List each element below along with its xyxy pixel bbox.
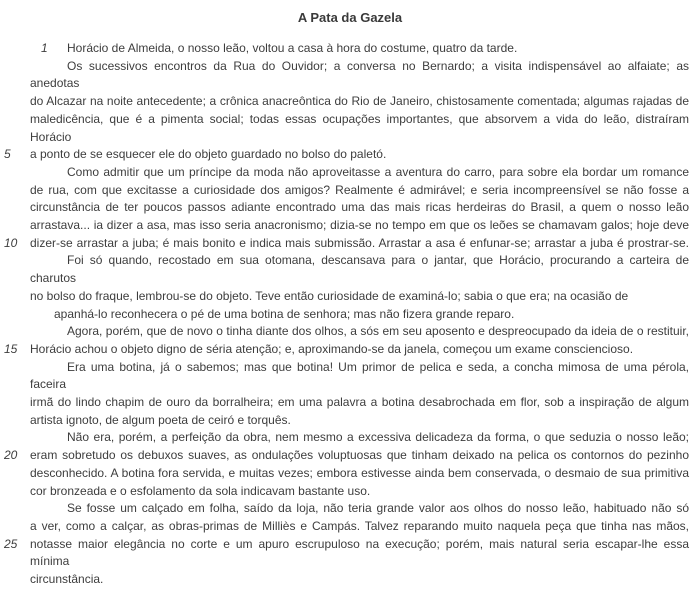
text-line [4, 447, 689, 465]
text-line [30, 164, 689, 182]
line-number: 1 [41, 41, 48, 55]
text-line [30, 571, 689, 589]
text-line [30, 500, 689, 518]
line-text: Se fosse um calçado em folha, saído da loja, não teria grande valor aos olhos do nosso leão, habituado não só [67, 501, 689, 516]
text-line [30, 306, 689, 324]
text-line [30, 40, 689, 58]
line-text: Era uma botina, já o sabemos; mas que botina! Um primor de pelica e seda, a concha mimosa de uma pérola, faceira [30, 359, 689, 392]
document-body [4, 40, 689, 589]
line-text: artista ignoto, de algum poeta de ceiró e torquês. [30, 412, 291, 427]
text-line [4, 536, 689, 571]
line-text: circunstância. [30, 572, 104, 587]
line-text: no bolso do fraque, lembrou-se do objeto. Teve então curiosidade de examiná-lo; sabia o que era; na ocasião de [30, 288, 629, 303]
line-number: 15 [4, 341, 18, 356]
line-number: 20 [4, 448, 18, 463]
line-text: maledicência, que é a pimenta social; todas essas ocupações importantes, que absorvem a vida do leão, distraíram Horácio [30, 111, 689, 144]
line-text: do Alcazar na noite antecedente; a crônica anacreôntica do Rio de Janeiro, chistosamente comentada; algumas rajadas de [30, 94, 689, 109]
line-text: a ver, como a calçar, as obras-primas de Milliès e Campás. Talvez reparando muito naquela peça que tinha nas mãos, [30, 518, 689, 533]
text-line [30, 58, 689, 93]
line-text: Os sucessivos encontros da Rua do Ouvidor; a conversa no Bernardo; a visita indispensável ao alfaiate; as anedotas [30, 58, 689, 91]
line-text: Agora, porém, que de novo o tinha diante dos olhos, a sós em seu aposento e despreocupado da ideia de o restituir, [67, 324, 689, 339]
text-line [30, 429, 689, 447]
line-text: eram sobretudo os debuxos suaves, as ondulações voluptuosas que tinham deixado na pelica os contornos do pezinho [30, 448, 689, 463]
text-line [30, 323, 689, 341]
text-line [30, 93, 689, 111]
text-line [4, 341, 689, 359]
text-line [30, 359, 689, 394]
line-text: irmã do lindo chapim de ouro da borralheira; em uma palavra a botina desabrochada em flor, sob a inspiração de algum [30, 395, 689, 410]
line-text: apanhá-lo reconhecera o pé de uma botina de senhora; mas não fizera grande reparo. [54, 306, 515, 321]
line-text: circunstância de ter poucos passos adiante encontrado uma das mais ricas herdeiras do Brasil, a quem o nosso leão [30, 200, 689, 215]
text-line [30, 111, 689, 146]
text-line [4, 146, 689, 164]
text-line [30, 483, 689, 501]
line-number: 25 [4, 536, 18, 551]
line-text: a ponto de se esquecer ele do objeto guardado no bolso do paletó. [30, 147, 387, 162]
line-number: 5 [4, 147, 11, 162]
text-line [4, 235, 689, 253]
line-text: notasse maior elegância no corte e um apuro escrupuloso na execução; porém, mais natural seria escapar-lhe essa mínima [30, 536, 689, 569]
line-text: de rua, com que excitasse a curiosidade dos amigos? Realmente é admirável; e seria incompreensível se não fosse a [30, 182, 689, 197]
line-text: arrastava... ia dizer a asa, mas isso seria anacronismo; dizia-se no tempo em que os leões se chamavam galos; hoje deve [30, 218, 689, 233]
line-number: 10 [4, 235, 18, 250]
text-line [30, 182, 689, 200]
line-text: Como admitir que um príncipe da moda não aproveitasse a aventura do carro, para sobre ela bordar um romance [67, 164, 689, 179]
line-text: dizer-se arrastar a juba; é mais bonito e indica mais submissão. Arrastar a asa é enfunar-se; arrastar a juba é prostrar-se. [30, 235, 689, 250]
text-line [30, 412, 689, 430]
text-line [30, 199, 689, 217]
text-line [30, 288, 689, 306]
text-line [30, 465, 689, 483]
text-line [30, 394, 689, 412]
line-text: desconhecido. A botina fora servida, e muitas vezes; embora estivesse ainda bem conservada, o desmaio de sua primitiva [30, 465, 689, 480]
text-line [30, 252, 689, 287]
text-line [30, 518, 689, 536]
line-text: cor bronzeada e o esfolamento da sola indicavam bastante uso. [30, 483, 371, 498]
text-line [30, 217, 689, 235]
line-text: Foi só quando, recostado em sua otomana, descansava para o jantar, que Horácio, procurando a carteira de charutos [30, 253, 689, 286]
line-text: Horácio achou o objeto digno de séria atenção; e, aproximando-se da janela, começou um exame consciencioso. [30, 341, 634, 356]
line-text: Não era, porém, a perfeição da obra, nem mesmo a excessiva delicadeza da forma, o que seduzia o nosso leão; [67, 430, 689, 445]
document-title: A Pata da Gazela [297, 10, 403, 25]
line-text: Horácio de Almeida, o nosso leão, voltou a casa à hora do costume, quatro da tarde. [67, 41, 518, 55]
